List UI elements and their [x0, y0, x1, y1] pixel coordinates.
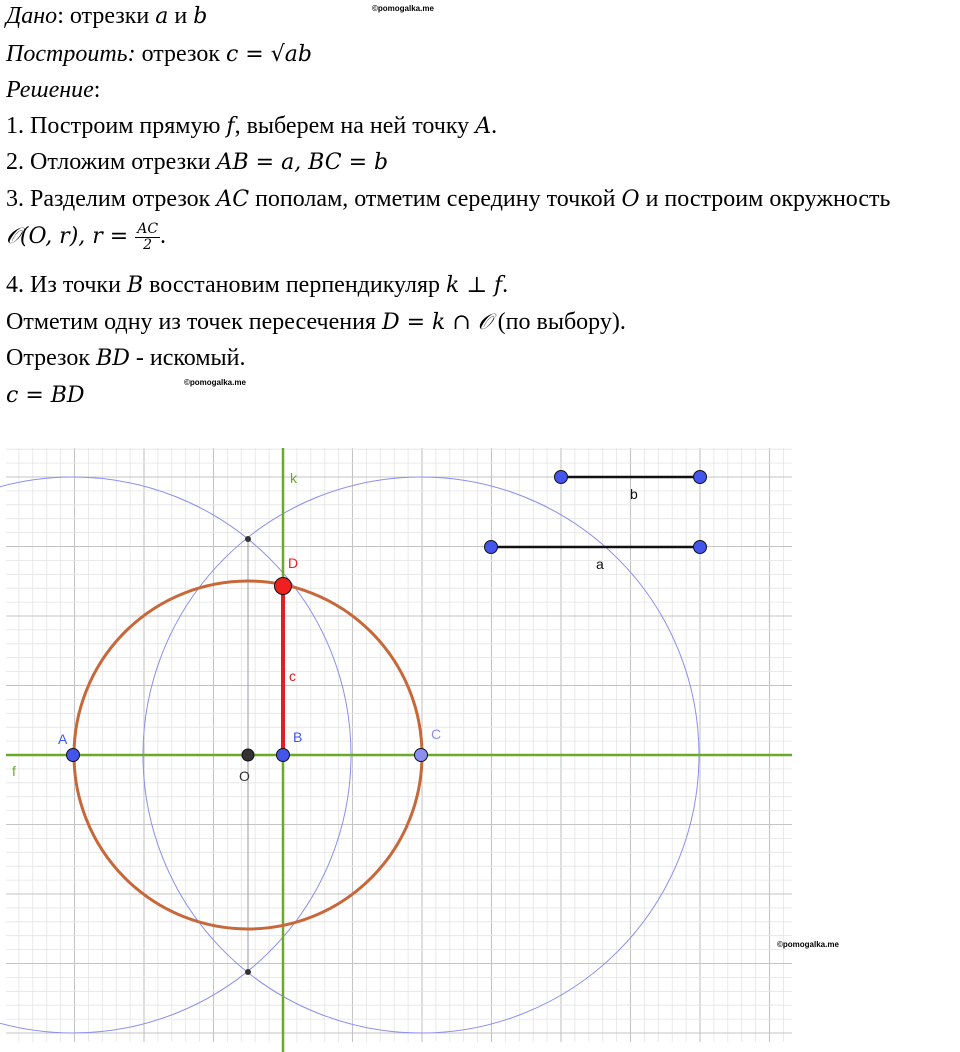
seg-text-a: Отрезок: [6, 345, 97, 371]
solution-colon: :: [93, 77, 101, 103]
watermark-figure: ©pomogalka.me: [777, 940, 839, 949]
step3-text-a: 3. Разделим отрезок: [6, 186, 217, 212]
construct-text: отрезок: [135, 41, 226, 67]
step1-A: A: [475, 114, 492, 139]
point-b-start: [555, 471, 568, 484]
intersection-bottom: [245, 969, 251, 975]
step4-formula: k ⊥ f: [446, 273, 503, 298]
label-k: k: [290, 470, 297, 486]
step2-formula: AB = a, BC = b: [216, 150, 389, 175]
seg-text-b: - искомый.: [129, 345, 246, 371]
step-3-formula: [6, 222, 166, 253]
mark-formula: D = k ∩ 𝒪: [382, 310, 492, 335]
step3-text-c: и построим окружность: [639, 186, 891, 212]
point-a-end: [694, 541, 707, 554]
step1-f: f: [226, 114, 235, 139]
answer-formula: c = BD: [6, 383, 85, 408]
label-B: B: [293, 729, 303, 745]
step-3: [6, 185, 890, 214]
label-b: b: [630, 486, 638, 502]
label-a: a: [596, 556, 604, 572]
mark-line: [6, 308, 626, 337]
grid: [6, 448, 792, 1042]
construction-figure: [0, 448, 960, 1052]
step-1: [6, 112, 497, 141]
construct-line: [6, 40, 312, 69]
step3-O: O: [621, 187, 640, 212]
point-C: [415, 749, 428, 762]
step2-text: 2. Отложим отрезки: [6, 149, 217, 175]
given-b: b: [193, 4, 208, 29]
mark-text-b: (по выбору).: [491, 309, 626, 335]
watermark-middle: ©pomogalka.me: [184, 378, 246, 387]
step3-AC: AC: [216, 187, 250, 212]
label-f: f: [12, 763, 16, 779]
answer-line: [6, 381, 85, 410]
label-D: D: [288, 555, 299, 571]
step1-end: .: [491, 113, 498, 139]
step3-end: .: [160, 223, 167, 250]
label-O: O: [239, 768, 250, 784]
label-C: C: [431, 726, 442, 742]
label-c: c: [289, 668, 296, 684]
given-a: a: [155, 4, 169, 29]
given-and: и: [168, 3, 194, 29]
step3-fraction: [135, 222, 160, 253]
step4-B: B: [126, 273, 144, 298]
point-D: [275, 578, 292, 595]
step4-text-a: 4. Из точки: [6, 272, 127, 298]
watermark-top: ©pomogalka.me: [372, 4, 434, 13]
given-colon: : отрезки: [57, 3, 156, 29]
point-O: [242, 749, 254, 761]
step1-text-b: , выберем на ней точку: [234, 113, 476, 139]
step1-text-a: 1. Построим прямую: [6, 113, 227, 139]
point-A: [67, 749, 80, 762]
solution-label: Решение: [6, 77, 94, 103]
step3-denominator: 2: [143, 237, 153, 253]
seg-BD: BD: [96, 346, 130, 371]
mark-text-a: Отметим одну из точек пересечения: [6, 309, 382, 335]
step-2: [6, 148, 388, 177]
step4-end: .: [502, 272, 509, 298]
construct-formula: c = √ab: [225, 42, 312, 67]
step-4: [6, 271, 508, 300]
construct-label: Построить:: [6, 41, 136, 67]
point-B: [277, 749, 290, 762]
step3-numerator: AC: [137, 221, 159, 237]
step4-text-b: восстановим перпендикуляр: [143, 272, 446, 298]
point-b-end: [694, 471, 707, 484]
segment-line: [6, 344, 246, 373]
point-a-start: [485, 541, 498, 554]
step3-circle: 𝒪(O, r), r =: [6, 224, 136, 250]
label-A: A: [58, 731, 68, 747]
step3-text-b: пополам, отметим середину точкой: [249, 186, 622, 212]
solution-line: [6, 76, 100, 104]
intersection-top: [245, 536, 251, 542]
given-label: Дано: [6, 3, 58, 29]
given-line: [6, 2, 207, 31]
